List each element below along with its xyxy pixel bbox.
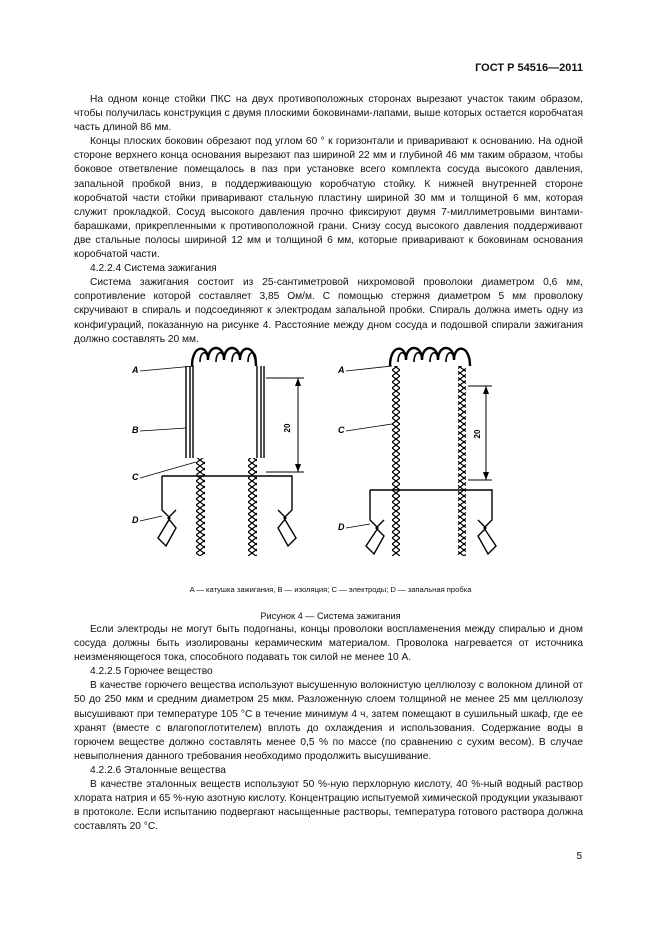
figure-caption: Рисунок 4 — Система зажигания — [260, 611, 401, 621]
label-c-right: C — [338, 425, 345, 435]
paragraph: Система зажигания состоит из 25-сантиметровой нихромовой проволоки диаметром 0,6 мм, сопротивление которой составляет 3,85 Ом/м. С помощью стержня диаметром 5 мм проволоку скручивают в спираль и подсоединяют к электродам запальной пробки. Спираль должна иметь одну из конфигураций, показанную на рисунке 4. Расстояние между дном сосуда и подошвой спирали зажигания должно составлять 20 мм. — [74, 277, 583, 345]
text-block-top — [74, 93, 583, 347]
paragraph: В качестве эталонных веществ используют 50 %-ную перхлорную кислоту, 40 %-ный водный раствор хлората натрия и 65 %-ную азотную кислоту. Концентрацию испытуемой химической продукции указывают в протоколе. Если испытанию подвергают насыщенные растворы, температура готового раствора должна составлять 20 °C. — [74, 779, 583, 833]
paragraph: На одном конце стойки ПКС на двух противоположных сторонах вырезают участок таким образом, чтобы получилась конструкция с двумя плоскими боковинами-лапами, выше которых остается коробчатая часть длиной 86 мм. — [74, 94, 583, 134]
label-d-right: D — [338, 522, 345, 532]
electrode-left-2 — [248, 458, 257, 556]
section-heading: 4.2.2.4 Система зажигания — [90, 263, 217, 275]
right-configuration — [337, 348, 496, 556]
paragraph: В качестве горючего вещества используют высушенную волокнистую целлюлозу с волокном длиной от 50 до 250 мкм и средним диаметром 25 мкм. Разложенную слоем толщиной не менее 25 мм целлюлозу высушивают при температуре 105 °C в течение минимум 4 ч, затем помещают в сушильный шкаф, где ее хранят (вместе с влагопоглотителем) вплоть до охлаждения и использования. Содержание воды в горючем веществе должно составлять менее 0,5 % по массе (по сравнению с сухим весом). В случае невыполнения данного требования необходимо продолжить высушивание. — [74, 680, 583, 762]
dimension-label-left: 20 — [283, 423, 292, 433]
text-block-bottom — [74, 623, 583, 834]
ignition-diagram — [120, 340, 520, 590]
section-heading: 4.2.2.5 Горючее вещество — [90, 666, 213, 678]
plug-d-right — [366, 490, 496, 554]
electrode-right-1 — [392, 366, 400, 556]
section-heading: 4.2.2.6 Эталонные вещества — [90, 764, 226, 776]
figure-legend: A — катушка зажигания, B — изоляция; C — электроды; D — запальная пробка — [189, 585, 472, 594]
electrode-left-1 — [196, 458, 205, 556]
label-a-right: A — [338, 365, 345, 375]
label-c-left: C — [132, 472, 139, 482]
ignition-system-figure — [120, 340, 520, 590]
electrode-right-2 — [458, 366, 466, 556]
dimension-label-right: 20 — [473, 429, 482, 439]
paragraph: Концы плоских боковин обрезают под углом 60 ° к горизонтали и приваривают к основанию. На одной стороне верхнего конца основания вырезают паз шириной 22 мм и глубиной 46 мм таким образом, чтобы боковое ответвление помещалось в паз при установке всего комплекта сосуда высокого давления, запальной пробкой вниз, в поддерживающую коробчатую стойку. К нижней внутренней стороне коробчатой части стойки приваривают стальную пластину шириной 30 мм и толщиной 6 мм, которая служит прокладкой. Сосуд высокого давления прочно фиксируют двумя 7-миллиметровыми винтами-барашками, прикрепленными к противоположной грани. Снизу сосуд высокого давления поддерживают две стальные полосы шириной 12 мм и толщиной 6 мм, которые приваривают к боковинам основания коробчатой части. — [74, 136, 583, 261]
page-number: 5 — [576, 851, 582, 862]
label-d-left: D — [132, 515, 139, 525]
left-configuration — [131, 348, 304, 556]
label-b-left: B — [132, 425, 139, 435]
paragraph: Если электроды не могут быть подогнаны, концы проволоки воспламенения между спиралью и дном сосуда должны быть изолированы керамическим материалом. Проволока нагревается от источника неизменяющегося тока, способного подавать ток силой не менее 10 А. — [74, 624, 583, 664]
standard-header: ГОСТ Р 54516—2011 — [475, 62, 583, 74]
plug-d-left — [158, 476, 296, 546]
label-a-left: A — [132, 365, 139, 375]
